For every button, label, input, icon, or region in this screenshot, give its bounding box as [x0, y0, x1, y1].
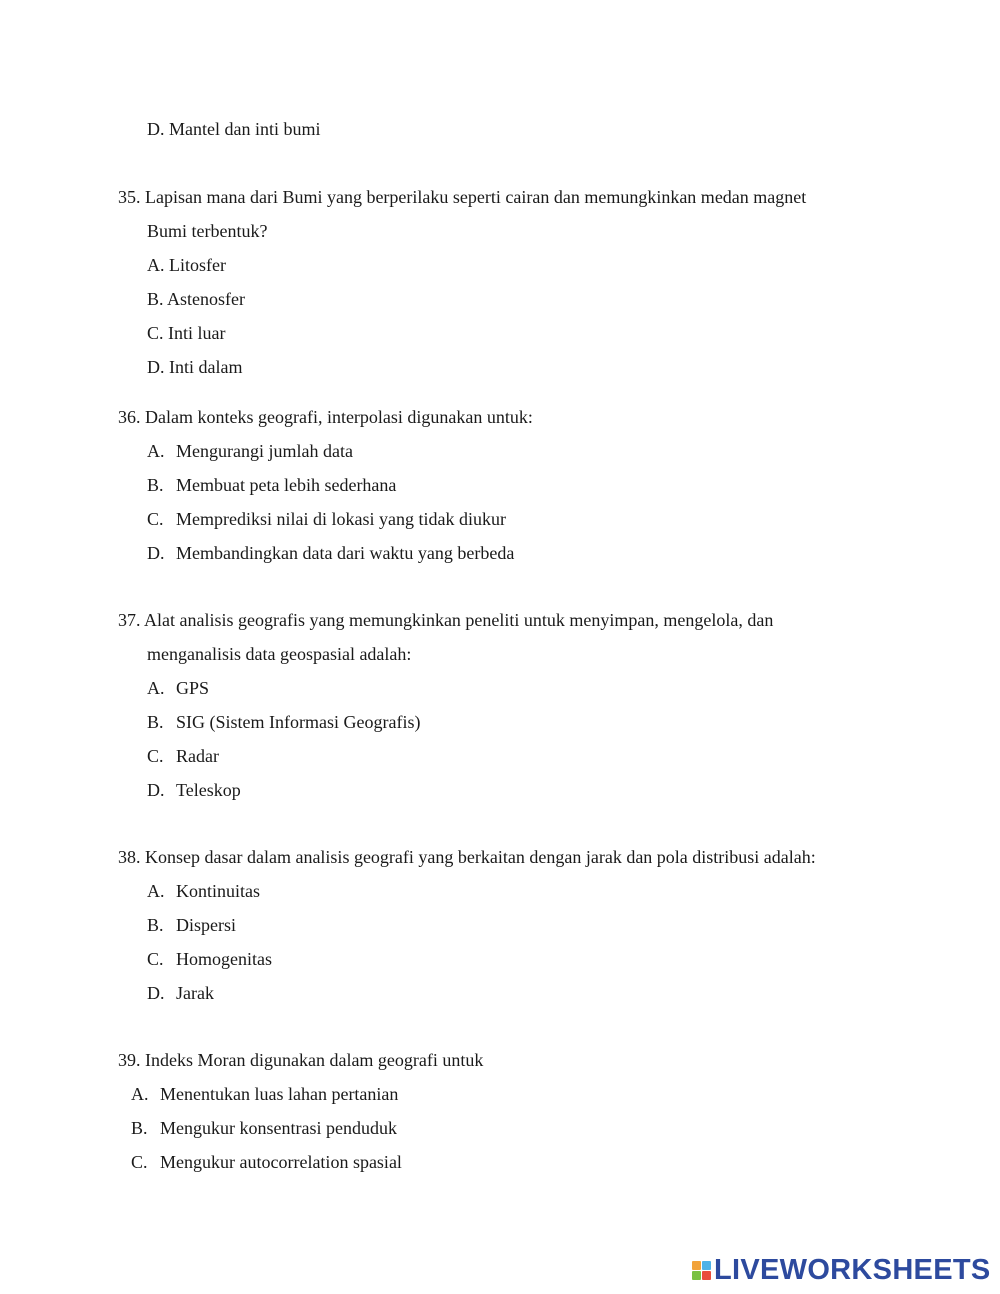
option-text: Dispersi — [176, 915, 236, 935]
q36-option-b — [147, 474, 396, 496]
q35-option-d: D. Inti dalam — [147, 357, 243, 377]
option-text: GPS — [176, 678, 210, 698]
option-text: Membuat peta lebih sederhana — [176, 475, 397, 495]
option-letter: B. — [147, 712, 164, 732]
q38-option-b — [147, 914, 236, 936]
option-text: Mengukur konsentrasi penduduk — [160, 1118, 397, 1138]
q39-option-b — [131, 1117, 397, 1139]
option-letter: D. — [147, 543, 165, 563]
option-letter: A. — [131, 1084, 149, 1104]
logo-tile-2 — [702, 1261, 711, 1270]
q36-option-a — [147, 440, 353, 462]
q35-question-line2: Bumi terbentuk? — [147, 221, 268, 241]
option-text: Kontinuitas — [176, 881, 260, 901]
q37-option-c — [147, 745, 219, 767]
logo-tile-4 — [702, 1271, 711, 1280]
q37-option-d — [147, 779, 241, 801]
option-letter: C. — [147, 949, 164, 969]
option-letter: A. — [147, 441, 165, 461]
option-text: Jarak — [176, 983, 214, 1003]
q37-option-b — [147, 711, 420, 733]
option-text: Teleskop — [176, 780, 241, 800]
logo-tile-1 — [692, 1261, 701, 1270]
option-text: Homogenitas — [176, 949, 272, 969]
option-letter: C. — [147, 746, 164, 766]
q38-option-a — [147, 880, 260, 902]
option-text: Memprediksi nilai di lokasi yang tidak diukur — [176, 509, 506, 529]
option-letter: B. — [147, 475, 164, 495]
q38-option-d — [147, 982, 214, 1004]
q37-option-a — [147, 677, 209, 699]
logo-text: LIVEWORKSHEETS — [714, 1253, 991, 1286]
option-text: SIG (Sistem Informasi Geografis) — [176, 712, 421, 732]
q38-option-c — [147, 948, 272, 970]
q38-question: 38. Konsep dasar dalam analisis geografi yang berkaitan dengan jarak dan pola distribusi adalah: — [118, 847, 816, 867]
option-letter: B. — [147, 915, 164, 935]
q36-question: 36. Dalam konteks geografi, interpolasi digunakan untuk: — [118, 407, 533, 427]
option-letter: C. — [131, 1152, 148, 1172]
q37-question-line2: menganalisis data geospasial adalah: — [147, 644, 412, 664]
q39-option-c — [131, 1151, 402, 1173]
liveworksheets-logo — [692, 1254, 991, 1286]
option-text: Menentukan luas lahan pertanian — [160, 1084, 399, 1104]
option-letter: D. — [147, 983, 165, 1003]
option-letter: C. — [147, 509, 164, 529]
q36-option-d — [147, 542, 514, 564]
q35-option-b: B. Astenosfer — [147, 289, 245, 309]
q34-option-d: D. Mantel dan inti bumi — [147, 119, 321, 139]
q39-option-a — [131, 1083, 398, 1105]
q35-option-a: A. Litosfer — [147, 255, 226, 275]
q35-option-c: C. Inti luar — [147, 323, 226, 343]
q37-question-line1: 37. Alat analisis geografis yang memungkinkan peneliti untuk menyimpan, mengelola, dan — [118, 610, 774, 630]
option-text: Mengukur autocorrelation spasial — [160, 1152, 402, 1172]
option-letter: D. — [147, 780, 165, 800]
logo-tiles-icon — [692, 1261, 711, 1280]
option-letter: A. — [147, 678, 165, 698]
logo-tile-3 — [692, 1271, 701, 1280]
option-letter: A. — [147, 881, 165, 901]
option-text: Radar — [176, 746, 219, 766]
q35-question-line1: 35. Lapisan mana dari Bumi yang berperilaku seperti cairan dan memungkinkan medan magnet — [118, 187, 807, 207]
option-letter: B. — [131, 1118, 148, 1138]
q36-option-c — [147, 508, 506, 530]
option-text: Membandingkan data dari waktu yang berbeda — [176, 543, 515, 563]
option-text: Mengurangi jumlah data — [176, 441, 353, 461]
q39-question: 39. Indeks Moran digunakan dalam geografi untuk — [118, 1050, 484, 1070]
